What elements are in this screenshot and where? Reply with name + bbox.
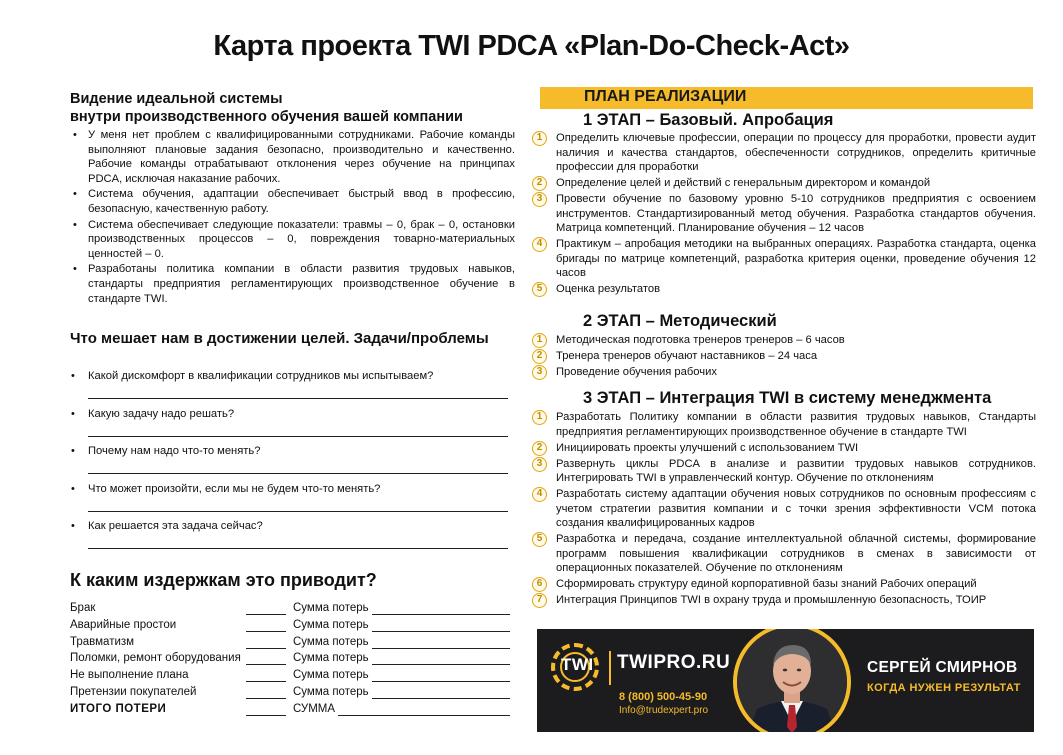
step-item: [530, 487, 1036, 531]
cost-name: Аварийные простои: [70, 618, 177, 631]
step-item: [530, 176, 1036, 191]
step-text: Разработать систему адаптации обучения новых сотрудников по основным профессиям с учетом стратегии развития компании и с точки зрения эффективности VCM потока создания квалифицированных кадров: [556, 488, 1036, 529]
step-item: [530, 532, 1036, 576]
problems-heading: Что мешает нам в достижении целей. Задачи/проблемы: [70, 330, 489, 347]
slogan: КОГДА НУЖЕН РЕЗУЛЬТАТ: [867, 682, 1021, 694]
cost-sum-field[interactable]: [372, 648, 510, 649]
website-link[interactable]: TWIPRO.RU: [617, 652, 731, 673]
cost-blank-field[interactable]: [246, 664, 286, 665]
costs-heading: К каким издержкам это приводит?: [70, 570, 377, 590]
person-portrait-icon: [737, 629, 847, 732]
stage1-steps: [530, 131, 1036, 298]
step-item: [530, 333, 1036, 348]
cost-sum-label: Сумма потерь: [293, 685, 369, 698]
bullet-icon: •: [71, 482, 75, 495]
step-item: [530, 457, 1036, 486]
cost-blank-field[interactable]: [246, 614, 286, 615]
cost-row: [70, 619, 510, 636]
page-title: Карта проекта TWI PDCA «Plan-Do-Check-Act»: [213, 30, 850, 62]
number-1-icon: 1: [532, 131, 547, 146]
bullet-icon: •: [71, 520, 75, 532]
vision-bullet: • Разработаны политика компании в области развития трудовых навыков, стандарты предприятия регламентирующих производственное обучение в стандарте TWI.: [70, 262, 515, 306]
question-text: Какой дискомфорт в квалификации сотрудников мы испытываем?: [88, 370, 434, 382]
cost-row: [70, 686, 510, 703]
vision-bullet: • У меня нет проблем с квалифицированными сотрудниками. Рабочие команды выполняют плановые задания безопасно, производительно и качественно. Рабочие команды отрабатывают отклонения через обучение на принципах PDCA, исключая наказание рабочих.: [70, 128, 515, 186]
question-item: [70, 445, 510, 483]
step-item: [530, 192, 1036, 236]
cost-name: Претензии покупателей: [70, 685, 197, 698]
step-text: Сформировать структуру единой корпоративной базы знаний Рабочих операций: [556, 578, 977, 590]
person-name: СЕРГЕЙ СМИРНОВ: [867, 659, 1018, 676]
step-item: [530, 349, 1036, 364]
cost-row: [70, 652, 510, 669]
number-6-icon: 6: [532, 577, 547, 592]
cost-blank-field[interactable]: [246, 698, 286, 699]
vision-bullet-list: [70, 128, 515, 306]
number-3-icon: 3: [532, 192, 547, 207]
question-text: Почему нам надо что-то менять?: [88, 445, 261, 457]
number-2-icon: 2: [532, 349, 547, 364]
cost-blank-field[interactable]: [246, 681, 286, 682]
cost-blank-field[interactable]: [246, 648, 286, 649]
question-text: Какую задачу надо решать?: [88, 407, 235, 420]
step-text: Развернуть циклы PDCA в анализе и развитии трудовых навыков сотрудников. Интегрировать TWI в управленческий контур. Обучение по отклонениям: [556, 457, 1036, 484]
cost-total-field[interactable]: [338, 715, 510, 716]
question-text: Как решается эта задача сейчас?: [88, 520, 263, 532]
cost-sum-label: Сумма потерь: [293, 652, 369, 665]
vision-bullet: • Система обеспечивает следующие показатели: травмы – 0, брак – 0, остановки производственных процессов – 0, повреждения товарно-материальных ценностей – 0.: [70, 218, 515, 262]
cost-sum-field[interactable]: [372, 614, 510, 615]
number-1-icon: 1: [532, 333, 547, 348]
vision-bullet: • Система обучения, адаптации обеспечивает быстрый ввод в профессию, безопасную, качественную работу.: [70, 187, 515, 216]
number-5-icon: 5: [532, 282, 547, 297]
cost-total-row: [70, 703, 510, 720]
cost-name: Поломки, ремонт оборудования: [70, 652, 241, 665]
step-text: Разработка и передача, создание интеллектуальной облачной системы, формирование программ повышения квалификации сотрудников в сменах в зависимости от операционных показателей. Обучение по отклонениям: [556, 533, 1036, 574]
costs-table: [70, 602, 510, 720]
question-item: [70, 520, 510, 558]
question-text: Что может произойти, если мы не будем что-то менять?: [88, 482, 381, 495]
cost-sum-label: Сумма потерь: [293, 602, 369, 614]
cost-sum-field[interactable]: [372, 664, 510, 665]
step-text: Практикум – апробация методики на выбранных операциях. Разработка стандарта, оценка бригады по матрице компетенций, разработка критерия оценки, проведение обучения 12 часов: [556, 238, 1036, 279]
step-text: Оценка результатов: [556, 283, 661, 295]
vision-heading-line2: внутри производственного обучения вашей компании: [70, 109, 463, 125]
number-3-icon: 3: [532, 365, 547, 380]
twi-logo: TWI: [561, 655, 594, 674]
number-4-icon: 4: [532, 237, 547, 252]
cost-blank-field[interactable]: [246, 631, 286, 632]
stage2-steps: [530, 333, 1036, 381]
answer-line[interactable]: [88, 398, 508, 399]
cost-sum-label: Сумма потерь: [293, 669, 369, 682]
cost-sum-field[interactable]: [372, 631, 510, 632]
stage1-title: 1 ЭТАП – Базовый. Апробация: [583, 111, 834, 129]
answer-line[interactable]: [88, 473, 508, 474]
step-item: [530, 282, 1036, 297]
step-text: Тренера тренеров обучают наставников – 24 часа: [556, 350, 818, 362]
vision-section: [70, 90, 515, 307]
stage3-title: 3 ЭТАП – Интеграция TWI в систему менеджмента: [583, 389, 992, 407]
plan-heading: ПЛАН РЕАЛИЗАЦИИ: [584, 88, 747, 105]
email-link[interactable]: Info@trudexpert.pro: [619, 705, 709, 716]
cost-name: Травматизм: [70, 635, 135, 648]
plan-heading-bar: [540, 87, 1033, 109]
logo-divider: [609, 651, 611, 685]
step-text: Проведение обучения рабочих: [556, 366, 717, 378]
cost-name: Брак: [70, 602, 96, 614]
step-text: Методическая подготовка тренеров тренеров – 6 часов: [556, 334, 845, 346]
cost-sum-label: Сумма потерь: [293, 618, 369, 631]
stage3-steps: [530, 410, 1036, 609]
number-3-icon: 3: [532, 457, 547, 472]
number-7-icon: 7: [532, 593, 547, 608]
step-item: [530, 410, 1036, 439]
step-item: [530, 131, 1036, 175]
bullet-icon: •: [71, 407, 75, 420]
questions-list: [70, 370, 510, 558]
number-1-icon: 1: [532, 410, 547, 425]
step-text: Определение целей и действий с генеральным директором и командой: [556, 177, 931, 189]
step-item: [530, 593, 1036, 608]
promo-banner[interactable]: [537, 629, 1034, 732]
cost-total-label: СУММА: [293, 702, 336, 715]
stage2-title: 2 ЭТАП – Методический: [583, 312, 777, 330]
cost-name: Не выполнение плана: [70, 669, 189, 682]
cost-total-name: ИТОГО ПОТЕРИ: [70, 702, 167, 715]
cost-sum-field[interactable]: [372, 698, 510, 699]
number-4-icon: 4: [532, 487, 547, 502]
step-text: Интеграция Принципов TWI в охрану труда и промышленную безопасность, ТОИР: [556, 594, 987, 606]
step-text: Инициировать проекты улучшений с использованием TWI: [556, 441, 859, 454]
step-item: [530, 237, 1036, 281]
answer-line[interactable]: [88, 548, 508, 549]
phone-number[interactable]: 8 (800) 500-45-90: [619, 691, 708, 703]
step-text: Определить ключевые профессии, операции по процессу для проработки, провести аудит наличия и качества стандартов, обеспеченности сотрудников, определить критичные профессии для проработки: [556, 132, 1036, 173]
cost-row: [70, 602, 510, 619]
person-photo: [733, 629, 851, 732]
vision-heading-line1: Видение идеальной системы: [70, 91, 283, 107]
bullet-icon: •: [71, 445, 75, 457]
cost-row: [70, 636, 510, 653]
step-item: [530, 441, 1036, 456]
question-item: [70, 408, 510, 446]
cost-row: [70, 669, 510, 686]
number-5-icon: 5: [532, 532, 547, 547]
number-2-icon: 2: [532, 176, 547, 191]
cost-sum-field[interactable]: [372, 681, 510, 682]
answer-line[interactable]: [88, 511, 508, 512]
step-text: Разработать Политику компании в области развития трудовых навыков, Стандарты предприятия регламентирующих производственное обучение в стандарте TWI: [556, 411, 1036, 438]
step-item: [530, 577, 1036, 592]
step-item: [530, 365, 1036, 380]
question-item: [70, 370, 510, 408]
cost-sum-label: Сумма потерь: [293, 635, 369, 648]
cost-blank-field[interactable]: [246, 715, 286, 716]
question-item: [70, 483, 510, 521]
step-text: Провести обучение по базовому уровню 5-10 сотрудников предприятия с освоением инструментов. Стандартизированный метод обучения. Разработка стандартов обучения. Матрица компетенций. Планирование обучения – 12 часов: [556, 193, 1036, 234]
number-2-icon: 2: [532, 441, 547, 456]
answer-line[interactable]: [88, 436, 508, 437]
bullet-icon: •: [71, 370, 75, 382]
